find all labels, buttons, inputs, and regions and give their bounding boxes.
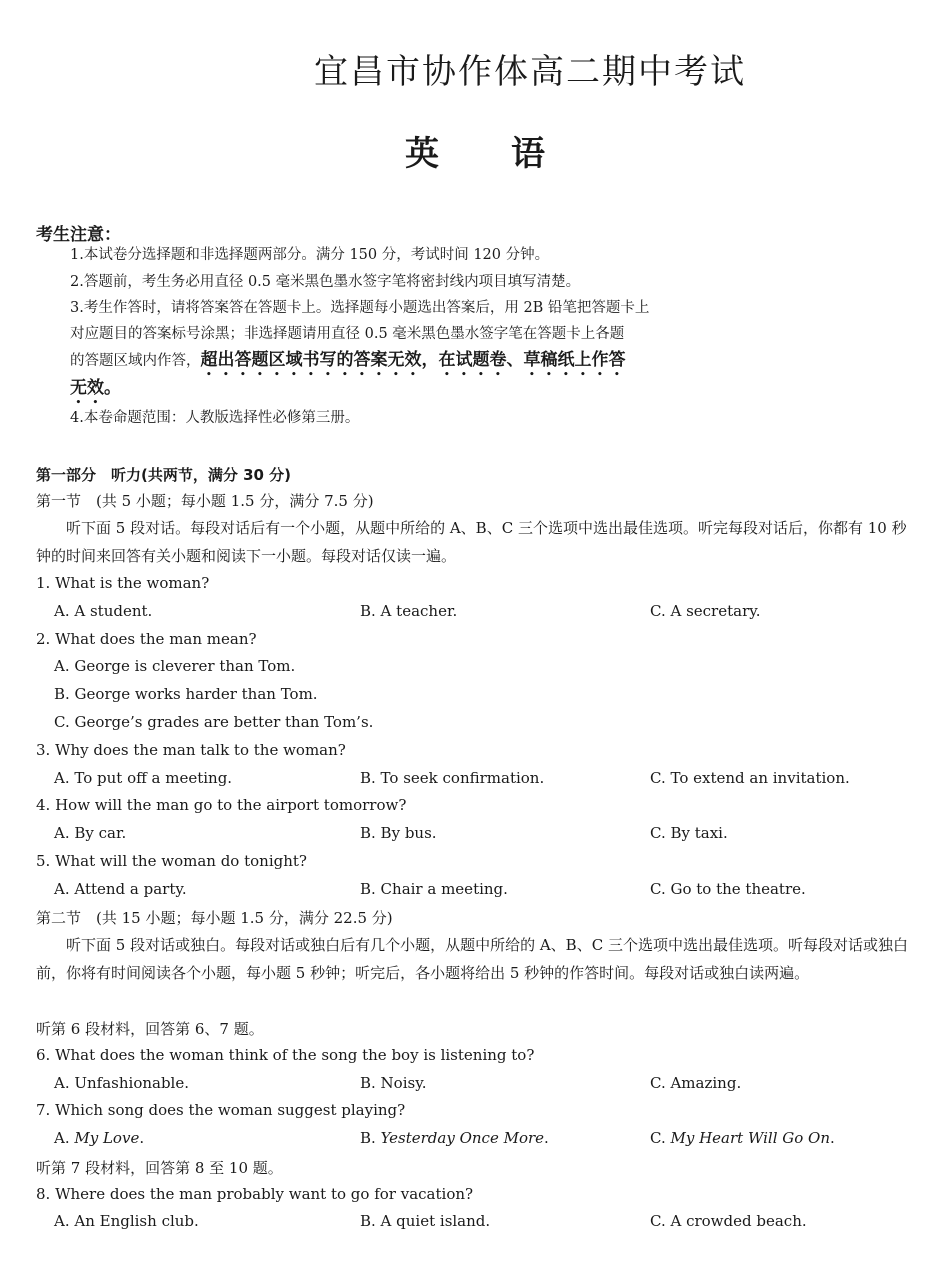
- q4-option-c: C. By taxi.: [650, 824, 728, 842]
- q3-option-a: A. To put off a meeting.: [54, 769, 233, 787]
- q7-a-period: .: [139, 1129, 145, 1147]
- q8-option-c: C. A crowded beach.: [650, 1212, 807, 1230]
- q7-c-title: My Heart Will Go On: [670, 1129, 831, 1147]
- notice-item-3-line-1: 3.考生作答时，请将答案答在答题卡上。选择题每小题选出答案后，用 2B 铅笔把答题卡上: [70, 300, 650, 316]
- notice-item-1: 1.本试卷分选择题和非选择题两部分。满分 150 分，考试时间 120 分钟。: [70, 247, 550, 263]
- notice-item-3-emphasis: 超出答题区域书写的答案无效，在试题卷、草稿纸上作答: [200, 350, 626, 370]
- notice-item-3-line-4: [70, 374, 770, 408]
- q6-option-a: A. Unfashionable.: [54, 1074, 189, 1092]
- question-5: 5. What will the woman do tonight?: [36, 852, 307, 870]
- q7-option-c: [650, 1129, 835, 1147]
- question-4: 4. How will the man go to the airport tomorrow?: [36, 796, 407, 814]
- q4-option-a: A. By car.: [54, 824, 127, 842]
- q7-option-a: [54, 1129, 144, 1147]
- q7-b-title: Yesterday Once More: [380, 1129, 545, 1147]
- question-1: 1. What is the woman?: [36, 574, 210, 592]
- q7-b-period: .: [544, 1129, 549, 1147]
- q8-option-b: B. A quiet island.: [360, 1212, 491, 1230]
- q1-option-a: A. A student.: [54, 602, 153, 620]
- section2-instructions: 听下面 5 段对话或独白。每段对话或独白后有几个小题，从题中所给的 A、B、C 三个选项中选出最佳选项。听每段对话或独白前，你将有时间阅读各个小题，每小题 5 秒钟；听完后，各小题将给出 5 秒钟的作答时间。每段对话或独白读两遍。: [36, 936, 908, 982]
- material-7-note: 听第 7 段材料，回答第 8 至 10 题。: [36, 1159, 283, 1177]
- section2-heading: 第二节 (共 15 小题；每小题 1.5 分，满分 22.5 分): [36, 909, 393, 927]
- q5-option-b: B. Chair a meeting.: [360, 880, 508, 898]
- q1-option-b: B. A teacher.: [360, 602, 458, 620]
- q4-option-b: B. By bus.: [360, 824, 437, 842]
- section1-heading: 第一节 (共 5 小题；每小题 1.5 分，满分 7.5 分): [36, 492, 374, 510]
- notice-item-2: 2.答题前，考生务必用直径 0.5 毫米黑色墨水签字笔将密封线内项目填写清楚。: [70, 274, 581, 290]
- q2-option-c: C. George’s grades are better than Tom’s.: [54, 713, 374, 731]
- material-6-note: 听第 6 段材料，回答第 6、7 题。: [36, 1020, 264, 1038]
- q7-a-prefix: A.: [54, 1129, 75, 1147]
- notice-item-3-line-2: 对应题目的答案标号涂黑；非选择题请用直径 0.5 毫米黑色墨水签字笔在答题卡上各题: [70, 326, 625, 342]
- q7-a-title: My Love: [74, 1129, 140, 1147]
- question-6: 6. What does the woman think of the song the boy is listening to?: [36, 1046, 535, 1064]
- q5-option-a: A. Attend a party.: [54, 880, 187, 898]
- notice-item-3-text: 的答题区域内作答，: [70, 353, 201, 369]
- q6-option-c: C. Amazing.: [650, 1074, 742, 1092]
- exam-title: 宜昌市协作体高二期中考试: [314, 52, 746, 92]
- q6-option-b: B. Noisy.: [360, 1074, 427, 1092]
- q7-c-period: .: [830, 1129, 835, 1147]
- subject-char-2: 语: [511, 134, 545, 174]
- q7-option-b: [360, 1129, 549, 1147]
- q8-option-a: A. An English club.: [54, 1212, 199, 1230]
- notice-item-4: 4.本卷命题范围：人教版选择性必修第三册。: [70, 410, 360, 426]
- question-7: 7. Which song does the woman suggest playing?: [36, 1101, 406, 1119]
- q7-b-prefix: B.: [360, 1129, 381, 1147]
- notice-heading: 考生注意：: [36, 225, 121, 245]
- q3-option-b: B. To seek confirmation.: [360, 769, 545, 787]
- q5-option-c: C. Go to the theatre.: [650, 880, 806, 898]
- q7-c-prefix: C.: [650, 1129, 671, 1147]
- question-3: 3. Why does the man talk to the woman?: [36, 741, 346, 759]
- q2-option-b: B. George works harder than Tom.: [54, 685, 318, 703]
- q3-option-c: C. To extend an invitation.: [650, 769, 850, 787]
- q1-option-c: C. A secretary.: [650, 602, 761, 620]
- subject-char-1: 英: [405, 134, 439, 174]
- part1-heading: 第一部分 听力(共两节，满分 30 分): [36, 466, 292, 484]
- subject-title: [0, 126, 950, 175]
- question-2: 2. What does the man mean?: [36, 630, 257, 648]
- q2-option-a: A. George is cleverer than Tom.: [54, 657, 296, 675]
- question-8: 8. Where does the man probably want to go for vacation?: [36, 1185, 474, 1203]
- section1-instructions: 听下面 5 段对话。每段对话后有一个小题，从题中所给的 A、B、C 三个选项中选出最佳选项。听完每段对话后，你都有 10 秒钟的时间来回答有关小题和阅读下一小题。每段对话仅读一遍。: [36, 519, 907, 565]
- notice-item-3-emphasis-end: 无效。: [70, 378, 121, 398]
